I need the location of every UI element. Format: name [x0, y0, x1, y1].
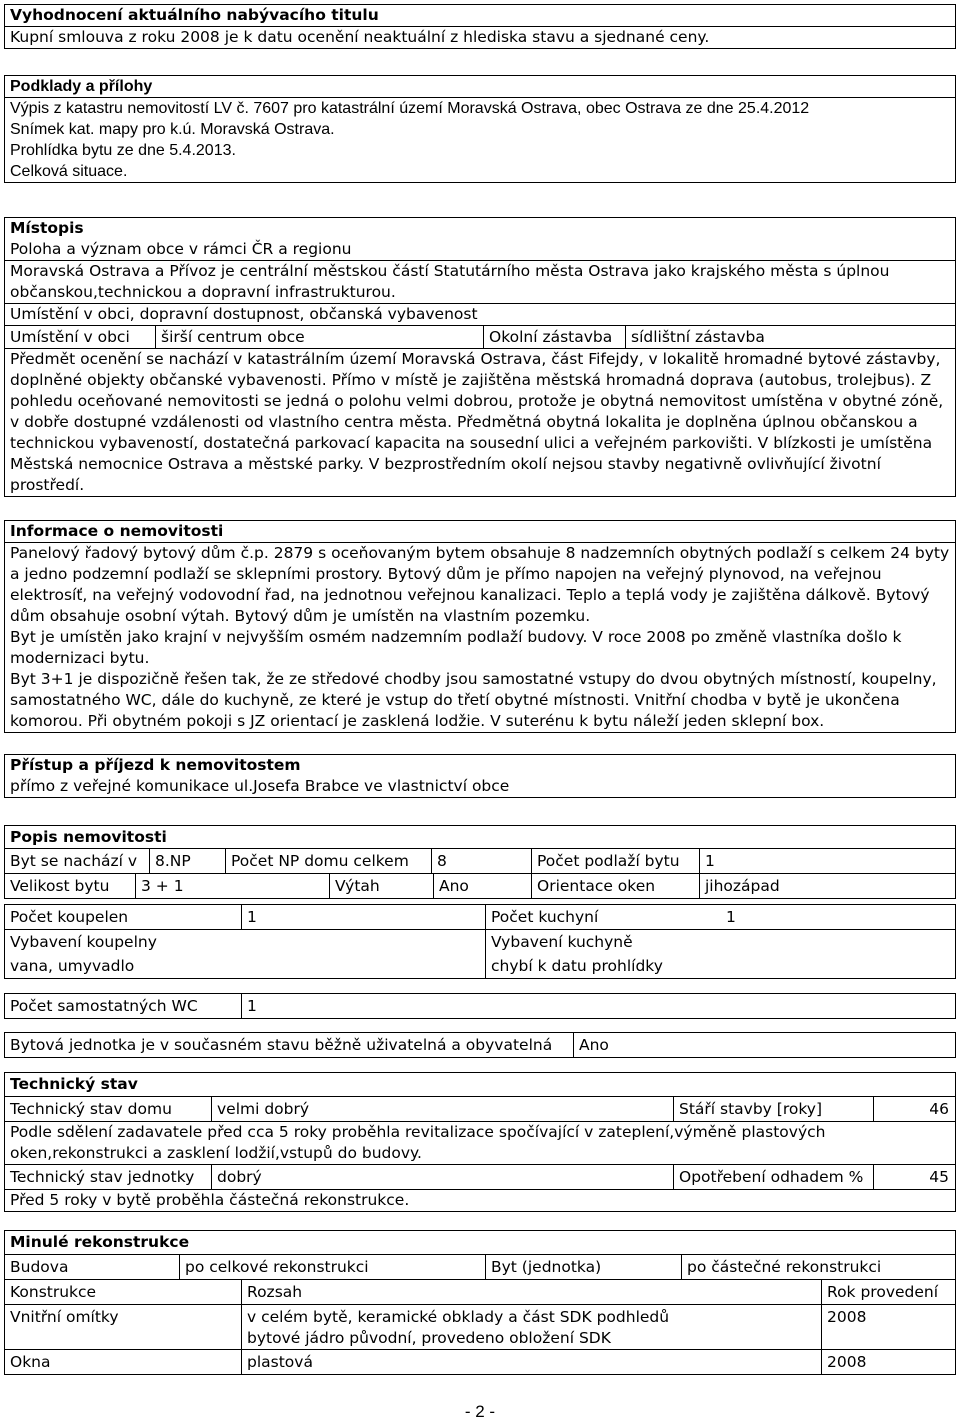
section-heading: Minulé rekonstrukce — [10, 1233, 190, 1251]
cell-rok: 2008 — [821, 1305, 955, 1349]
opotrebeni-value: 45 — [873, 1165, 955, 1189]
section-heading: Místopis — [10, 219, 84, 237]
paragraph-line: pohledu oceňované nemovitosti se jedná o polohu velmi dobrou, protože je obytná nemovitost umístěna v obytné zóně, — [10, 392, 944, 410]
section-heading: Přístup a příjezd k nemovitostem — [10, 756, 301, 774]
section-pristup — [4, 754, 956, 798]
popis-row — [5, 873, 955, 898]
minule-row — [5, 1254, 955, 1279]
wc-value: 1 — [241, 994, 955, 1018]
section-koupelny — [4, 904, 956, 979]
paragraph-line: Předmět ocenění se nachází v katastrálním území Moravská Ostrava, část Fifejdy, v lokalitě hromadné bytové zástavby, — [10, 350, 941, 368]
vybaveni-kuchyne-value: chybí k datu prohlídky — [485, 954, 955, 978]
list-item: Výpis z katastru nemovitostí LV č. 7607 pro katastrální území Moravská Ostrava, obec Ostrava ze dne 25.4.2012 — [10, 100, 810, 117]
cell-value: jihozápad — [699, 874, 955, 898]
list-item: Snímek kat. mapy pro k.ú. Moravská Ostrava. — [10, 121, 335, 138]
section-text: přímo z veřejné komunikace ul.Josefa Brabce ve vlastnictví obce — [10, 777, 510, 795]
header-konstrukce: Konstrukce — [10, 1283, 97, 1301]
okolni-label: Okolní zástavba — [483, 326, 625, 348]
paragraph-line: prostředí. — [10, 476, 85, 494]
cell-label: Orientace oken — [531, 874, 699, 898]
budova-label: Budova — [10, 1258, 69, 1276]
cell-value: 3 + 1 — [135, 874, 329, 898]
jednotka-value: dobrý — [211, 1165, 673, 1189]
cell-konstrukce: Okna — [10, 1353, 51, 1371]
rozsah-line: bytové jádro původní, provedeno obložení SDK — [247, 1329, 611, 1347]
popis-row — [5, 848, 955, 873]
section-uzivatelna — [4, 1032, 956, 1058]
uzivatelna-label: Bytová jednotka je v současném stavu běžně uživatelná a obyvatelná — [10, 1036, 553, 1054]
cell-value: Ano — [433, 874, 531, 898]
header-rozsah: Rozsah — [241, 1280, 821, 1304]
section-podklady — [4, 75, 956, 183]
dum-label: Technický stav domu — [10, 1100, 172, 1118]
cell-rozsah — [241, 1305, 821, 1349]
technicky-jednotka-row — [5, 1164, 955, 1189]
list-item: Prohlídka bytu ze dne 5.4.2013. — [10, 142, 236, 159]
header-rok: Rok provedení — [821, 1280, 955, 1304]
section-popis — [4, 825, 956, 899]
subheading: Poloha a význam obce v rámci ČR a regionu — [10, 240, 352, 258]
paragraph-line: Podle sdělení zadavatele před cca 5 roky proběhla revitalizace spočívající v zateplení,výměně plastových — [10, 1123, 826, 1141]
cell-label: Výtah — [329, 874, 433, 898]
byt-label: Byt (jednotka) — [485, 1255, 681, 1279]
byt-value: po částečné rekonstrukci — [681, 1255, 955, 1279]
section-heading: Informace o nemovitosti — [10, 522, 224, 540]
cell-label: Počet podlaží bytu — [531, 849, 699, 873]
paragraph-line: modernizaci bytu. — [10, 649, 150, 667]
table-row — [5, 1304, 955, 1349]
cell-rozsah: plastová — [241, 1350, 821, 1374]
paragraph-line: technickou vybaveností, dostatečná parkovací kapacita na sousední ulici a veřejném parkovišti. V blízkosti je umístěna — [10, 434, 933, 452]
vybaveni-koupelny-value: vana, umyvadlo — [10, 957, 135, 975]
paragraph-line: elektrosíť, na veřejný vodovodní řad, na jednotnou veřejnou kanalizaci. Teplo a teplá vody je zajištěna dálkově. Bytový — [10, 586, 930, 604]
cell-value: 8.NP — [149, 849, 225, 873]
cell-label: Velikost bytu — [10, 877, 110, 895]
paragraph-line: občanskou,technickou a dopravní infrastrukturou. — [10, 283, 396, 301]
cell-value: 1 — [699, 849, 955, 873]
vybaveni-koupelny-label: Vybavení koupelny — [10, 933, 157, 951]
paragraph-line: Byt je umístěn jako krajní v nejvyšším osmém nadzemním podlaží budovy. V roce 2008 po změně vlastníka došlo k — [10, 628, 902, 646]
section-informace — [4, 520, 956, 733]
okolni-value: sídlištní zástavba — [625, 326, 955, 348]
section-heading: Technický stav — [10, 1075, 138, 1093]
opotrebeni-label: Opotřebení odhadem % — [673, 1165, 873, 1189]
pocet-kuchyni-label: Počet kuchyní — [485, 905, 721, 929]
paragraph-line: Městská nemocnice Ostrava a městské parky. V bezprostředním okolí nejsou stavby negativně ovlivňující životní — [10, 455, 881, 473]
paragraph-line: doplněné objekty občanské vybavenosti. Přímo v místě je zajištěna městská hromadná doprava (autobus, trolejbus). Z — [10, 371, 932, 389]
section-vyhodnoceni — [4, 4, 956, 49]
koupelny-row — [5, 954, 955, 978]
uzivatelna-row — [5, 1033, 955, 1057]
paragraph-line: Moravská Ostrava a Přívoz je centrální městskou částí Statutárního města Ostrava jako krajského města s úplnou — [10, 262, 890, 280]
dum-value: velmi dobrý — [211, 1097, 673, 1121]
paragraph-line: Byt 3+1 je dispozičně řešen tak, že ze středové chodby jsou samostatné vstupy do dvou obytných místností, koupelny, — [10, 670, 937, 688]
list-item: Celková situace. — [10, 163, 128, 180]
wc-row — [5, 994, 955, 1018]
section-heading: Vyhodnocení aktuálního nabývacího titulu — [10, 6, 379, 24]
subheading: Umístění v obci, dopravní dostupnost, občanská vybavenost — [5, 303, 955, 325]
jednotka-label: Technický stav jednotky — [10, 1168, 195, 1186]
umisteni-value: širší centrum obce — [155, 326, 483, 348]
page-number: - 2 - — [464, 1402, 496, 1421]
umisteni-label: Umístění v obci — [10, 328, 130, 346]
section-text: Před 5 roky v bytě proběhla částečná rekonstrukce. — [5, 1189, 955, 1211]
vybaveni-kuchyne-label: Vybavení kuchyně — [485, 930, 955, 954]
rozsah-line: v celém bytě, keramické obklady a část SDK podhledů — [247, 1308, 670, 1326]
pocet-koupelen-value: 1 — [241, 905, 485, 929]
paragraph-line: samostatného WC, dále do kuchyně, ze které je vstup do třetí obytné místnosti. Vnitřní chodba v bytě je ukončena — [10, 691, 900, 709]
cell-label: Počet NP domu celkem — [225, 849, 431, 873]
koupelny-row — [5, 905, 955, 929]
cell-value: 8 — [431, 849, 531, 873]
umisteni-row — [5, 325, 955, 348]
koupelny-row — [5, 929, 955, 954]
table-row — [5, 1349, 955, 1374]
paragraph-line: v dobře dostupné vzdálenosti od vlastního centra města. Předmětná obytná lokalita je doplněna úplnou občanskou a — [10, 413, 918, 431]
budova-value: po celkové rekonstrukci — [179, 1255, 485, 1279]
cell-konstrukce: Vnitřní omítky — [10, 1308, 119, 1326]
paragraph-line: Panelový řadový bytový dům č.p. 2879 s oceňovaným bytem obsahuje 8 nadzemních obytných podlaží s celkem 24 byty — [10, 544, 950, 562]
stari-label: Stáří stavby [roky] — [673, 1097, 873, 1121]
section-wc — [4, 993, 956, 1019]
cell-rok: 2008 — [821, 1350, 955, 1374]
pocet-koupelen-label: Počet koupelen — [10, 908, 129, 926]
section-text: Kupní smlouva z roku 2008 je k datu ocenění neaktuální z hlediska stavu a sjednané ceny. — [5, 26, 955, 48]
paragraph-line: dům obsahuje osobní výtah. Bytový dům je umístěn na vlastním pozemku. — [10, 607, 591, 625]
technicky-dum-row — [5, 1096, 955, 1121]
uzivatelna-value: Ano — [573, 1033, 955, 1057]
section-minule — [4, 1230, 956, 1375]
paragraph-line: a jedno podzemní podlaží se sklepními prostory. Bytový dům je přímo napojen na veřejný plynovod, na veřejnou — [10, 565, 882, 583]
paragraph-line: komorou. Při obytném pokoji s JZ orientací je zasklená lodžie. V suterénu k bytu náleží jeden sklepní box. — [10, 712, 825, 730]
wc-label: Počet samostatných WC — [10, 997, 198, 1015]
cell-label: Byt se nachází v — [10, 852, 138, 870]
pocet-kuchyni-value: 1 — [726, 908, 736, 926]
section-mistopis — [4, 217, 956, 497]
table-header — [5, 1279, 955, 1304]
section-heading: Popis nemovitosti — [10, 828, 167, 846]
section-technicky — [4, 1072, 956, 1212]
section-heading: Podklady a přílohy — [10, 78, 153, 95]
stari-value: 46 — [873, 1097, 955, 1121]
paragraph-line: oken,rekonstrukci a zasklení lodžií,vstupů do budovy. — [10, 1144, 422, 1162]
